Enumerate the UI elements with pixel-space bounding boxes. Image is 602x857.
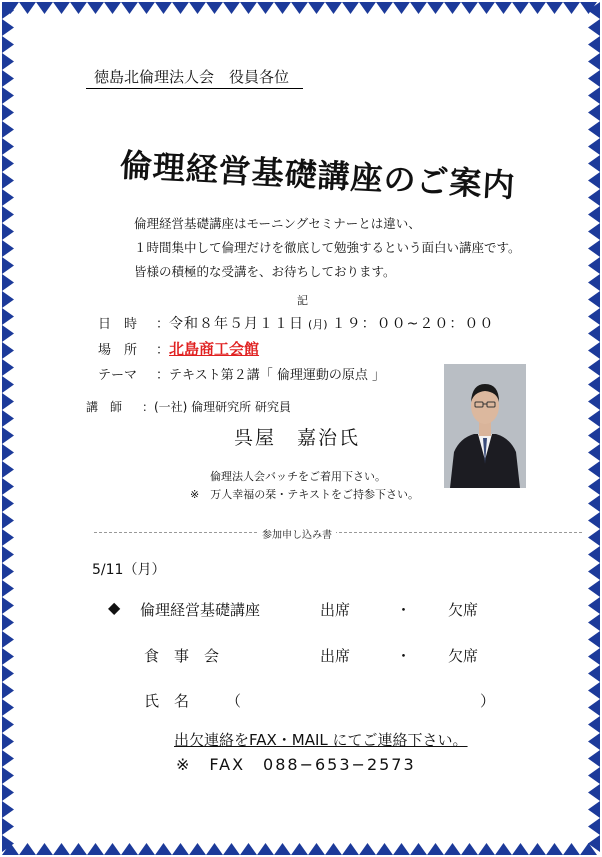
venue-row — [98, 338, 259, 359]
theme-label: テーマ — [98, 368, 138, 383]
note-badge: 倫理法人会バッチをご着用下さい。 — [210, 470, 386, 483]
venue-colon: ： — [156, 343, 170, 358]
date-day: (月) — [308, 318, 328, 331]
name-label: 氏 名 — [144, 692, 190, 710]
intro-line: 皆様の積極的な受講を、お待ちしております。 — [134, 264, 396, 279]
date-colon: ： — [156, 317, 170, 332]
name-paren-open: （ — [226, 692, 242, 710]
date-label: 日 時 — [98, 317, 138, 332]
note-text: ※ 万人幸福の栞・テキストをご持参下さい。 — [190, 488, 419, 501]
name-paren-close: ） — [480, 692, 496, 710]
venue-label: 場 所 — [98, 343, 138, 358]
course-absent-option[interactable]: 欠席 — [448, 601, 479, 619]
form-date: 5/11（月） — [92, 562, 166, 578]
lecturer-label: 講 師 — [86, 400, 123, 414]
portrait-icon — [444, 364, 526, 488]
venue-value: 北島商工会館 — [169, 340, 260, 358]
lecturer-value: ：(一社) 倫理研究所 研究員 — [142, 400, 291, 414]
section-divider — [94, 532, 582, 533]
meal-dot: ・ — [396, 647, 412, 665]
date-time: １９：００~２０：００ — [331, 316, 495, 332]
ki-mark: 記 — [297, 294, 308, 307]
intro-text — [134, 212, 521, 284]
lecturer-row — [86, 398, 291, 415]
theme-row — [98, 364, 385, 383]
course-row — [108, 598, 120, 617]
lecturer-photo — [444, 364, 526, 488]
course-attend-option[interactable]: 出席 — [320, 601, 351, 619]
intro-line: 倫理経営基礎講座はモーニングセミナーとは違い、 — [134, 216, 421, 231]
form-section-label: 参加申し込み書 — [258, 526, 336, 541]
fax-number: ※ FAX 088−653−2573 — [176, 755, 416, 774]
contact-note: 出欠連絡をFAX・MAIL にてご連絡下さい。 — [174, 731, 468, 749]
lecturer-name: 呉屋 嘉治氏 — [234, 427, 361, 449]
addressee: 徳島北倫理法人会 役員各位 — [86, 66, 303, 89]
course-name: 倫理経営基礎講座 — [140, 601, 261, 619]
meal-attend-option[interactable]: 出席 — [320, 647, 351, 665]
course-dot: ・ — [396, 601, 412, 619]
date-row — [98, 313, 494, 333]
meal-label: 食 事 会 — [144, 647, 220, 665]
date-value: 令和８年５月１１日 — [169, 316, 305, 332]
intro-line: １時間集中して倫理だけを徹底して勉強するという面白い講座です。 — [134, 240, 521, 255]
theme-colon: ： — [156, 368, 170, 383]
diamond-icon: ◆ — [108, 598, 121, 617]
page-title: 倫理経営基礎講座のご案内 — [118, 146, 517, 205]
name-input-area[interactable] — [250, 690, 470, 710]
theme-value: テキスト第２講「 倫理運動の原点 」 — [169, 368, 386, 383]
meal-absent-option[interactable]: 欠席 — [448, 647, 479, 665]
